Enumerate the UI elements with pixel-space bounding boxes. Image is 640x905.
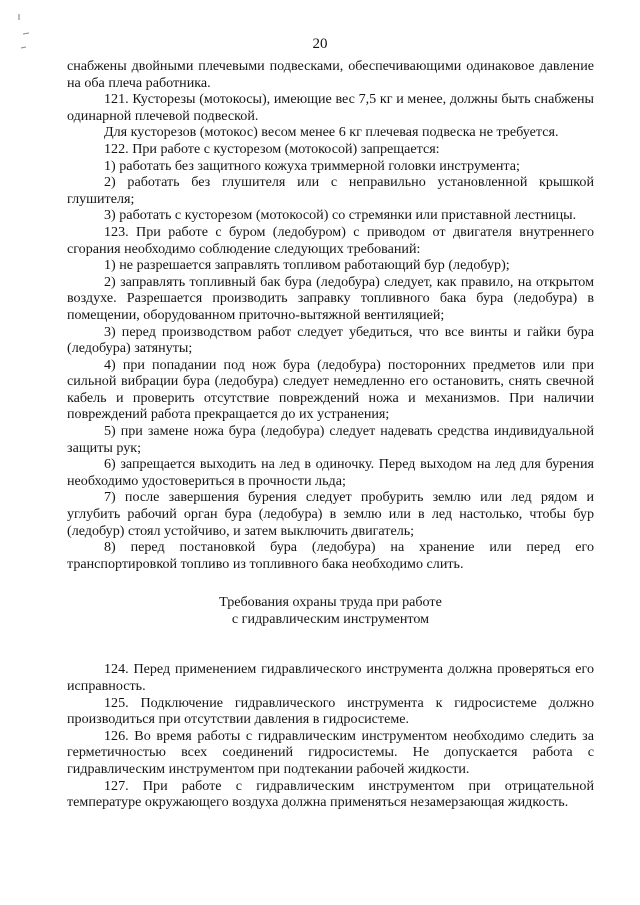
list-item: 3) работать с кусторезом (мотокосой) со стремянки или приставной лестницы. — [104, 207, 577, 224]
paragraph: 127. При работе с гидравлическим инструментом при отрицательной температуре окружающего воздуха должна применяться незамерзающая жидкость. — [67, 777, 594, 811]
paragraph: 124. Перед применением гидравлического инструмента должна проверяться его исправность. — [67, 661, 594, 694]
list-item: 3) перед производством работ следует убедиться, что все винты и гайки бура (ледобура) затянуты; — [67, 323, 594, 357]
list-item: 2) работать без глушителя или с неправильно установленной крышкой глушителя; — [67, 174, 594, 207]
list-item: 1) не разрешается заправлять топливом работающий бур (ледобур); — [104, 257, 510, 274]
paragraph: Для кусторезов (мотокос) весом менее 6 кг плечевая подвеска не требуется. — [104, 124, 559, 141]
list-item: 7) после завершения бурения следует пробурить землю или лед рядом и углубить рабочий орган бура (ледобура) в землю или в лед настолько, чтобы бур (ледобур) стоял устойчиво, и затем выключить двигатель; — [67, 489, 594, 539]
list-item: 5) при замене ножа бура (ледобура) следует надевать средства индивидуальной защиты рук; — [67, 423, 594, 456]
list-item: 6) запрещается выходить на лед в одиночку. Перед выходом на лед для бурения необходимо удостовериться в прочности льда; — [67, 456, 594, 489]
section-heading-line-2: с гидравлическим инструментом — [231, 611, 430, 628]
section-heading — [67, 594, 594, 628]
list-item: 4) при попадании под нож бура (ледобура) посторонних предметов или при сильной вибрации бура (ледобура) следует немедленно его остановить, снять свечной кабель и проверить отсутствие повреждений ножа и механизмов. При наличии повреждений работа прекращается до их устранения; — [67, 356, 594, 423]
paragraph: 121. Кусторезы (мотокосы), имеющие вес 7,5 кг и менее, должны быть снабжены одинарной плечевой подвеской. — [67, 91, 594, 124]
paragraph: снабжены двойными плечевыми подвесками, обеспечивающими одинаковое давление на оба плеча работника. — [67, 58, 594, 91]
list-item: 8) перед постановкой бура (ледобура) на хранение или перед его транспортировкой топливо из топливного бака необходимо слить. — [67, 539, 594, 572]
document-body — [67, 58, 594, 811]
page-number: 20 — [312, 36, 328, 52]
paragraph: 126. Во время работы с гидравлическим инструментом необходимо следить за герметичностью всех соединений гидросистемы. Не допускается работа с гидравлическим инструментом при подтекании рабочей жидкости. — [67, 727, 594, 777]
paragraph: 122. При работе с кусторезом (мотокосой) запрещается: — [104, 140, 440, 157]
section-heading-line-1: Требования охраны труда при работе — [219, 594, 442, 611]
paragraph: 123. При работе с буром (ледобуром) с приводом от двигателя внутреннего сгорания необходимо соблюдение следующих требований: — [67, 223, 594, 257]
list-item: 1) работать без защитного кожуха триммерной головки инструмента; — [104, 157, 520, 174]
paragraph: 125. Подключение гидравлического инструмента к гидросистеме должно производиться при отсутствии давления в гидросистеме. — [67, 694, 594, 728]
list-item: 2) заправлять топливный бак бура (ледобура) следует, как правило, на открытом воздухе. Разрешается производить заправку топливного бака бура (ледобура) в помещении, оборудованном приточно-вытяжной вентиляцией; — [67, 273, 594, 323]
